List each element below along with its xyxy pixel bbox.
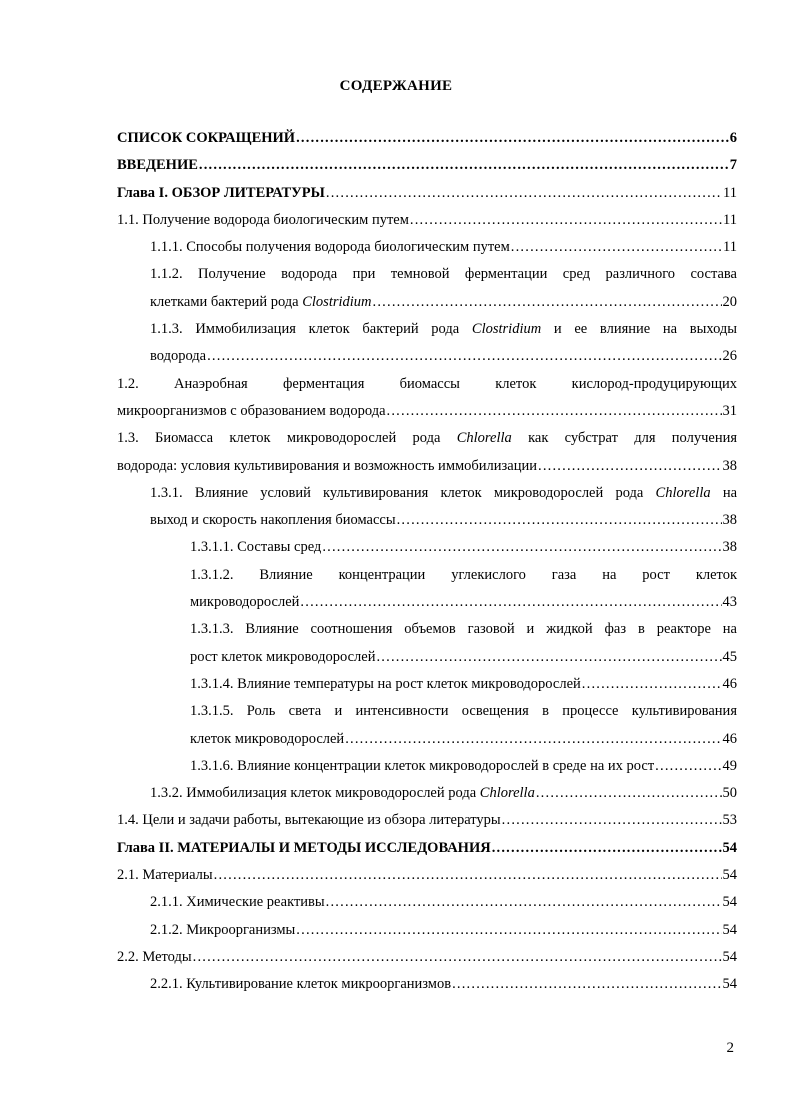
toc-entry-continuation: водорода: условия культивирования и возможность иммобилизации ..... 38 xyxy=(117,453,737,480)
toc-entry-line: 1.3.1.5. Роль света и интенсивности освещения в процессе культивирования xyxy=(190,703,737,720)
toc-entry: 2.2. Методы ..... 54 xyxy=(117,944,737,971)
toc-entry-continuation: микроорганизмов с образованием водорода ..... 31 xyxy=(117,398,737,425)
toc-entry: Глава II. МАТЕРИАЛЫ И МЕТОДЫ ИССЛЕДОВАНИЯ ..... 54 xyxy=(117,835,737,862)
toc-entry: 1.4. Цели и задачи работы, вытекающие из обзора литературы ..... 53 xyxy=(117,807,737,834)
toc-entry-line: 1.1.2. Получение водорода при темновой ферментации сред различного состава xyxy=(150,266,737,283)
toc-entry: 2.2.1. Культивирование клеток микроорганизмов ..... 54 xyxy=(117,971,737,998)
toc-entry: 1.1. Получение водорода биологическим путем ..... 11 xyxy=(117,207,737,234)
toc-entry: 2.1.1. Химические реактивы ..... 54 xyxy=(117,889,737,916)
toc-entry-continuation: водорода ..... 26 xyxy=(117,343,737,370)
toc-entry-continuation: клетками бактерий рода Clostridium ..... 20 xyxy=(117,289,737,316)
table-of-contents xyxy=(117,125,737,999)
toc-entry: 1.3.1.1. Составы сред ..... 38 xyxy=(117,534,737,561)
toc-entry: 1.3.1.6. Влияние концентрации клеток микроводорослей в среде на их рост ..... 49 xyxy=(117,753,737,780)
toc-entry-continuation: выход и скорость накопления биомассы ..... 38 xyxy=(117,507,737,534)
toc-entry: 1.3.2. Иммобилизация клеток микроводорослей рода Chlorella ..... 50 xyxy=(117,780,737,807)
toc-entry-line: 1.1.3. Иммобилизация клеток бактерий рода Clostridium и ее влияние на выходы xyxy=(150,321,738,338)
toc-entry-line: 1.3.1.3. Влияние соотношения объемов газовой и жидкой фаз в реакторе на xyxy=(190,621,737,638)
toc-entry-continuation: микроводорослей ..... 43 xyxy=(117,589,737,616)
page-number: 2 xyxy=(726,1040,734,1056)
toc-entry: ВВЕДЕНИЕ ..... 7 xyxy=(117,152,737,179)
toc-entry: 2.1. Материалы ..... 54 xyxy=(117,862,737,889)
page-title: СОДЕРЖАНИЕ xyxy=(339,78,453,94)
toc-entry-continuation: рост клеток микроводорослей ..... 45 xyxy=(117,644,737,671)
toc-entry-line: 1.3. Биомасса клеток микроводорослей рода Chlorella как субстрат для получения xyxy=(117,430,738,447)
toc-entry: 1.3.1.4. Влияние температуры на рост клеток микроводорослей ..... 46 xyxy=(117,671,737,698)
toc-entry-line: 1.3.1. Влияние условий культивирования клеток микроводорослей рода Chlorella на xyxy=(150,484,738,501)
toc-entry: Глава I. ОБЗОР ЛИТЕРАТУРЫ ..... 11 xyxy=(117,180,737,207)
toc-entry-line: 1.3.1.2. Влияние концентрации углекислого газа на рост клеток xyxy=(190,566,737,583)
toc-entry: 2.1.2. Микроорганизмы ..... 54 xyxy=(117,917,737,944)
toc-entry-continuation: клеток микроводорослей ..... 46 xyxy=(117,726,737,753)
toc-entry: СПИСОК СОКРАЩЕНИЙ ..... 6 xyxy=(117,125,737,152)
toc-entry: 1.1.1. Способы получения водорода биологическим путем ..... 11 xyxy=(117,234,737,261)
toc-entry-line: 1.2. Анаэробная ферментация биомассы клеток кислород-продуцирующих xyxy=(117,375,737,392)
